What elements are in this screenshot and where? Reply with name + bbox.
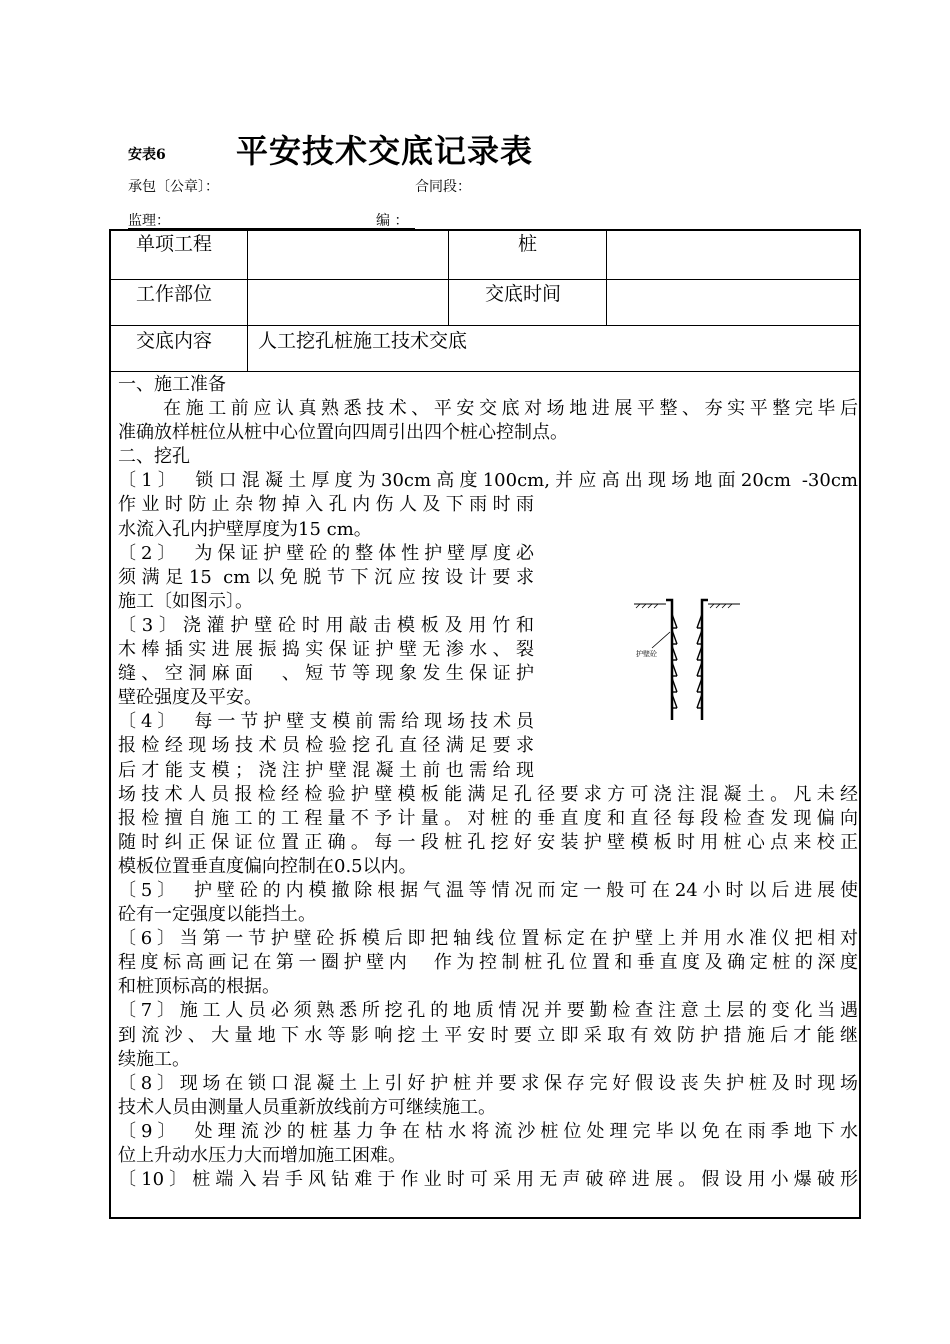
body-line: 〔5〕 护壁砼的内模撤除根据气温等情况而定一般可在24小时以后进展使 [118,879,858,901]
table-col-divider [448,229,449,325]
body-line: 报检擅自施工的工程量不予计量。对桩的垂直度和直径每段检查发现偏向 [118,807,858,829]
figure-label: 护壁砼 [636,650,657,658]
body-line: 模板位置垂直度偏向控制在0.5以内。 [118,855,417,877]
table-col-divider [247,229,248,371]
body-line: 木棒插实进展振捣实保证护壁无渗水、裂 [118,639,534,661]
body-line: 壁砼强度及平安。 [118,687,262,709]
body-line: 施工〔如图示〕。 [118,590,253,612]
label-pile: 桩 [518,233,538,255]
body-line: 位上升动水压力大而增加施工困难。 [118,1145,406,1166]
body-line: 〔2〕 为保证护壁砼的整体性护壁厚度必 [118,542,534,564]
body-line: 在施工前应认真熟悉技术、平安交底对场地进展平整、夯实平整完毕后 [118,398,858,420]
body-line: 场技术人员报检经检验护壁模板能满足孔径要求方可浇注混凝土。凡未经 [118,783,858,805]
body-line: 〔7〕施工人员必须熟悉所挖孔的地质情况并要勤检查注意土层的变化当遇 [118,1000,858,1022]
supervisor-label: 监理： [128,213,170,229]
contractor-label: 承包〔公章〕： [128,179,219,195]
body-line: 二、挖孔 [118,446,190,468]
body-line: 〔1〕 锁口混凝土厚度为30cm高度100cm,并应高出现场地面20cm -30cm [118,470,858,492]
body-line: 到流沙、大量地下水等影响挖土平安时要立即采取有效防护措施后才能继 [118,1024,858,1046]
pile-wall-left [666,600,672,720]
body-line: 〔10〕桩端入岩手风钻难于作业时可采用无声破碎进展。假设用小爆破形 [118,1169,858,1191]
body-line: 〔3〕浇灌护壁砼时用敲击模板及用竹和 [118,614,534,636]
body-line: 技术人员由测量人员重新放线前方可继续施工。 [118,1096,496,1118]
label-briefing-content: 交底内容 [136,330,213,352]
table-row-divider [109,279,861,280]
body-line: 〔8〕现场在锁口混凝土上引好护桩并要求保存完好假设丧失护桩及时现场 [118,1072,858,1094]
table-row-divider [109,325,861,326]
body-line: 〔4〕 每一节护壁支模前需给现场技术员 [118,711,534,733]
value-briefing-content[interactable]: 人工挖孔桩施工技术交底 [258,330,468,352]
body-line: 须满足15 cm以免脱节下沉应按设计要求 [118,566,534,588]
briefing-body-text [118,373,858,1192]
body-line: 程度标高画记在第一圈护壁内 作为控制桩孔位置和垂直度及确定桩的深度 [118,952,858,974]
page-title: 平安技术交底记录表 [236,132,534,170]
body-line: 作业时防止杂物掉入孔内伤人及下雨时雨 [118,494,534,516]
figure-leader-line [652,632,670,648]
body-line: 续施工。 [118,1048,190,1070]
body-line: 〔9〕 处理流沙的桩基力争在枯水将流沙桩位处理完毕以免在雨季地下水 [118,1120,858,1142]
body-line: 水流入孔内护壁厚度为15 cm。 [118,518,372,540]
body-line: 报检经现场技术员检验挖孔直径满足要求 [118,735,534,757]
pile-wall-figure [628,594,750,726]
table-col-divider [606,229,607,325]
editor-label: 编 ： [376,213,409,229]
form-number: 安表6 [128,147,166,163]
body-line: 随时纠正保证位置正确。每一段桩孔挖好安装护壁模板时用桩心点来校正 [118,831,858,853]
label-briefing-time: 交底时间 [485,283,562,305]
body-line: 〔6〕当第一节护壁砼拆模后即把轴线位置标定在护壁上并用水准仪把相对 [118,928,858,950]
body-line: 和桩顶标高的根据。 [118,976,280,998]
contract-segment-label: 合同段： [415,179,471,195]
label-project-item: 单项工程 [136,233,213,255]
pile-wall-right [702,600,708,720]
label-work-location: 工作部位 [136,283,213,305]
table-row-divider [109,371,861,372]
body-line: 缝、空洞麻面 、短节等现象发生保证护 [118,663,534,685]
body-line: 一、施工准备 [118,374,226,395]
body-line: 准确放样桩位从桩中心位置向四周引出四个桩心控制点。 [118,422,568,444]
body-line: 后才能支模；浇注护壁混凝土前也需给现 [118,759,534,781]
body-line: 砼有一定强度以能挡土。 [118,904,316,926]
